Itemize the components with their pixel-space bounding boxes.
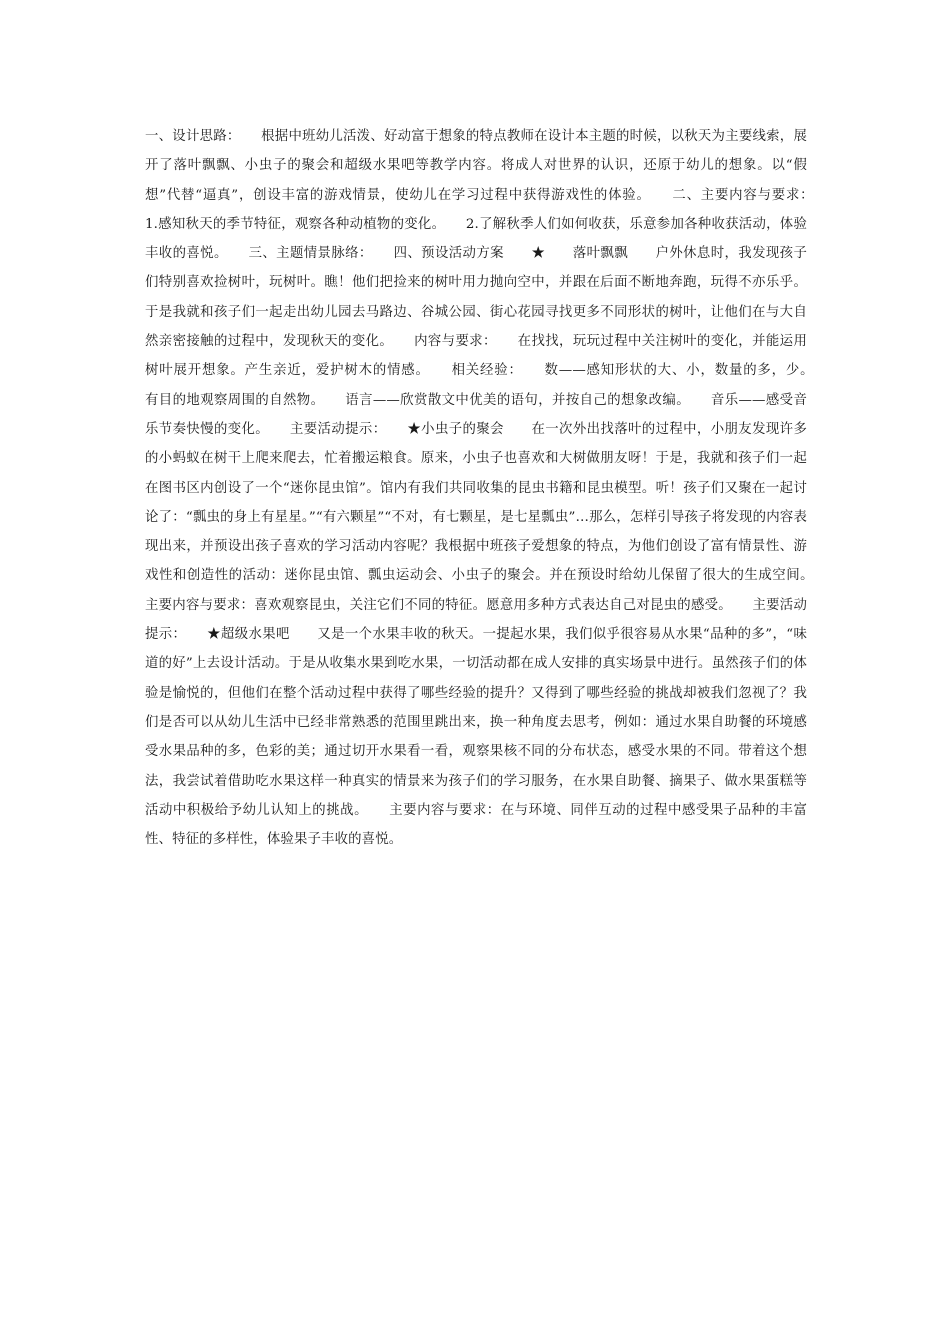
body-paragraph: 一、设计思路： 根据中班幼儿活泼、好动富于想象的特点教师在设计本主题的时候，以秋天为主要线索，展开了落叶飘飘、小虫子的聚会和超级水果吧等教学内容。将成人对世界的认识，还原于幼儿的想象。以“假想”代替“逼真”，创设丰富的游戏情景，使幼儿在学习过程中获得游戏性的体验。 二、主要内容与要求： 1.感知秋天的季节特征，观察各种动植物的变化。 2.了解秋季人们如何收获，乐意参加各种收获活动，体验丰收的喜悦。 三、主题情景脉络： 四、预设活动方案 ★ 落叶飘飘 户外休息时，我发现孩子们特别喜欢捡树叶，玩树叶。瞧！他们把捡来的树叶用力抛向空中，并跟在后面不断地奔跑，玩得不亦乐乎。于是我就和孩子们一起走出幼儿园去马路边、谷城公园、街心花园寻找更多不同形状的树叶，让他们在与大自然亲密接触的过程中，发现秋天的变化。 内容与要求： 在找找，玩玩过程中关注树叶的变化，并能运用树叶展开想象。产生亲近，爱护树木的情感。 相关经验： 数——感知形状的大、小，数量的多，少。 有目的地观察周围的自然物。 语言——欣赏散文中优美的语句，并按自己的想象改编。 音乐——感受音乐节奏快慢的变化。 主要活动提示： ★小虫子的聚会 在一次外出找落叶的过程中，小朋友发现许多的小蚂蚁在树干上爬来爬去，忙着搬运粮食。原来，小虫子也喜欢和大树做朋友呀！于是，我就和孩子们一起在图书区内创设了一个“迷你昆虫馆”。馆内有我们共同收集的昆虫书籍和昆虫模型。听！孩子们又聚在一起讨论了：“瓢虫的身上有星星。”“有六颗星”“不对，有七颗星，是七星瓢虫”…那么，怎样引导孩子将发现的内容表现出来，并预设出孩子喜欢的学习活动内容呢？我根据中班孩子爱想象的特点，为他们创设了富有情景性、游戏性和创造性的活动：迷你昆虫馆、瓢虫运动会、小虫子的聚会。并在预设时给幼儿保留了很大的生成空间。 主要内容与要求：喜欢观察昆虫，关注它们不同的特征。愿意用多种方式表达自己对昆虫的感受。 主要活动提示： ★超级水果吧 又是一个水果丰收的秋天。一提起水果，我们似乎很容易从水果“品种的多”，“味道的好”上去设计活动。于是从收集水果到吃水果，一切活动都在成人安排的真实场景中进行。虽然孩子们的体验是愉悦的，但他们在整个活动过程中获得了哪些经验的提升？又得到了哪些经验的挑战却被我们忽视了？我们是否可以从幼儿生活中已经非常熟悉的范围里跳出来，换一种角度去思考，例如：通过水果自助餐的环境感受水果品种的多，色彩的美；通过切开水果看一看，观察果核不同的分布状态，感受水果的不同。带着这个想法，我尝试着借助吃水果这样一种真实的情景来为孩子们的学习服务，在水果自助餐、摘果子、做水果蛋糕等活动中积极给予幼儿认知上的挑战。 主要内容与要求：在与环境、同伴互动的过程中感受果子品种的丰富性、特征的多样性，体验果子丰收的喜悦。 (145, 129, 835, 848)
